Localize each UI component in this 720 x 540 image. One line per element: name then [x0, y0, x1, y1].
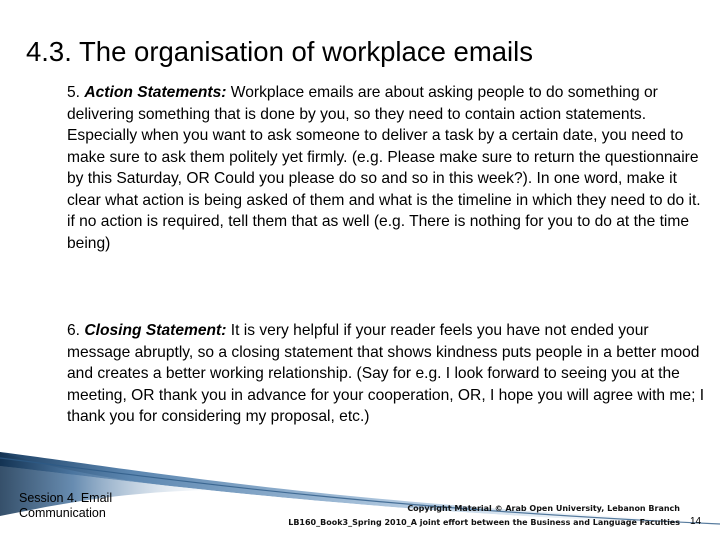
action-statements-paragraph	[67, 82, 713, 254]
page-number: 14	[690, 516, 702, 527]
item-number: 6.	[67, 322, 81, 339]
session-line-2: Communication	[19, 506, 106, 520]
closing-statement-label: Closing Statement:	[84, 322, 227, 339]
copyright-notice	[288, 502, 680, 530]
item-number: 5.	[67, 84, 81, 101]
session-label	[19, 491, 112, 521]
action-statements-text: Workplace emails are about asking people to do something or delivering something that is done by you, so they need to contain action statements. Especially when you want to ask someone to deliver a task by a certain date, you need to make sure to ask them politely yet firmly. (e.g. Please make sure to return the questionnaire by this Saturday, OR Could you please do so and so in this week?). In one word, make it clear what action is being asked of them and what is the timeline in which they need to do it.	[67, 84, 701, 209]
closing-statement-paragraph	[67, 320, 713, 428]
copyright-line-1: Copyright Material © Arab Open University, Lebanon Branch	[407, 504, 680, 513]
action-statements-followup: if no action is required, tell them that as well (e.g. There is nothing for you to do at the time being)	[67, 213, 690, 252]
closing-statement-text: It is very helpful if your reader feels you have not ended your message abruptly, so a closing statement that shows kindness puts people in a better mood and creates a better working relationship. (Say for e.g. I look forward to seeing you at the meeting, OR thank you in advance for your cooperation, OR, I hope you will agree with me; I thank you for considering my proposal, etc.)	[67, 322, 705, 425]
session-line-1: Session 4. Email	[19, 491, 113, 505]
action-statements-label: Action Statements:	[84, 84, 227, 101]
slide-title: 4.3. The organisation of workplace emails	[26, 36, 533, 67]
copyright-line-2: LB160_Book3_Spring 2010_A joint effort between the Business and Language Faculties	[288, 518, 680, 527]
